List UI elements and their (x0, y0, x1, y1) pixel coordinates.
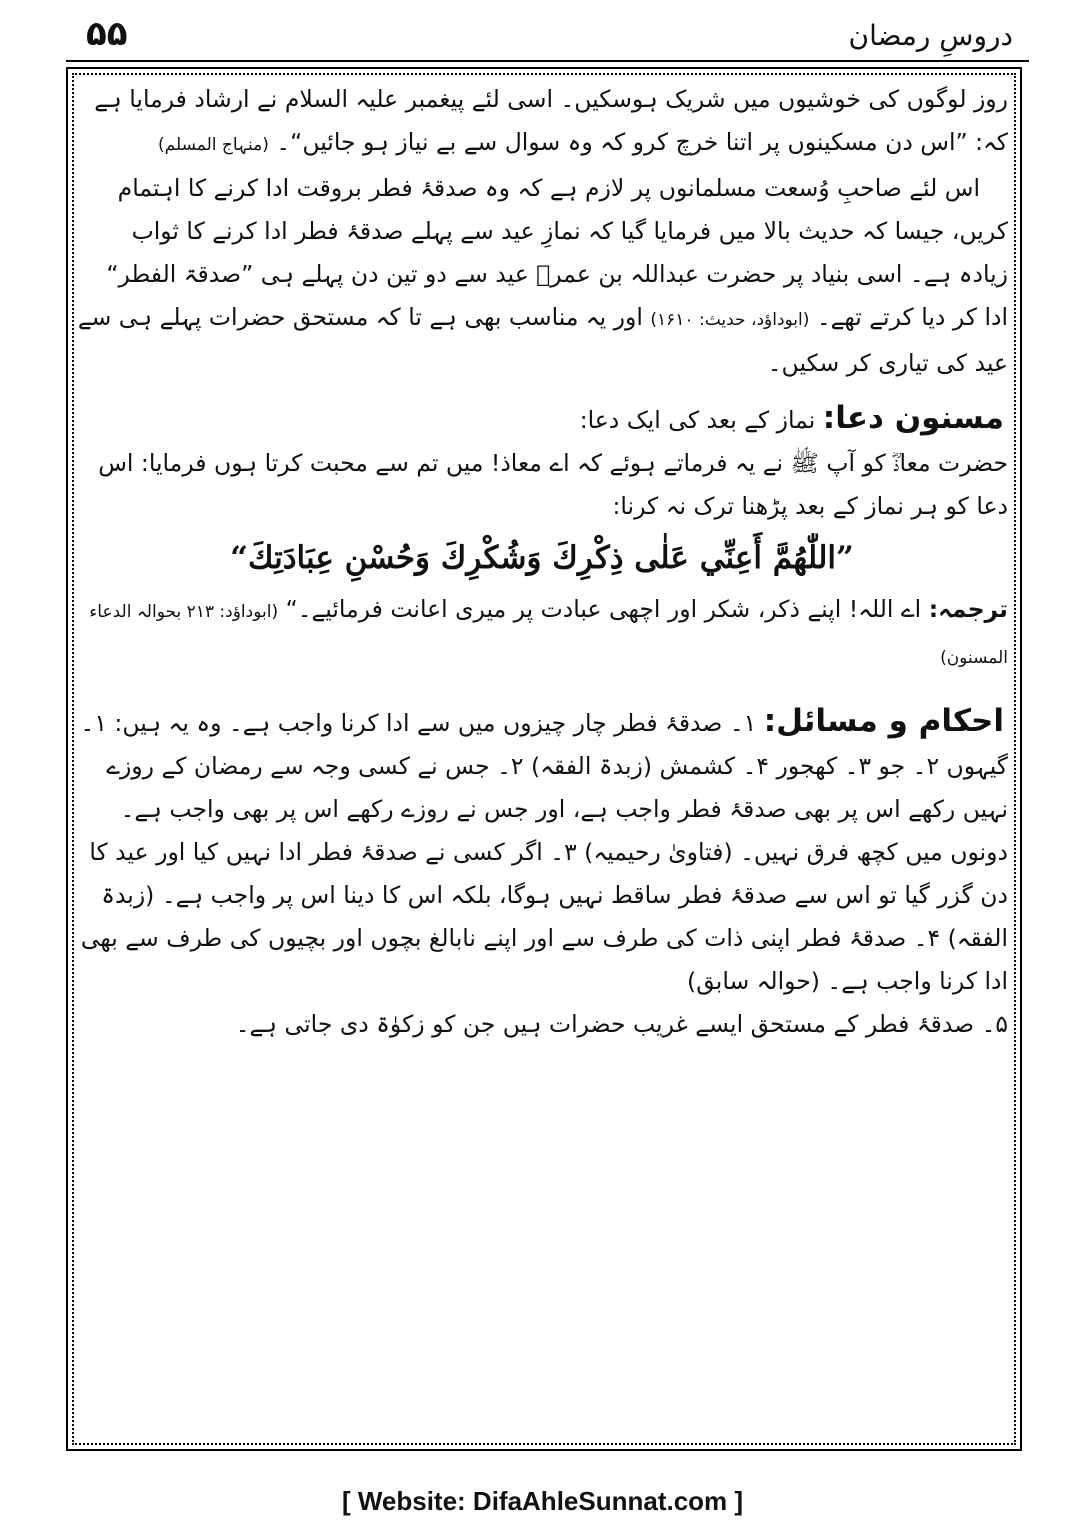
paragraph-text: اور یہ مناسب بھی ہے تا کہ مستحق حضرات پہلے ہی سے عید کی تیاری کر سکیں۔ (77, 303, 1008, 377)
paragraph-dua-intro: حضرت معاذؓ کو آپ ﷺ نے یہ فرماتے ہوئے کہ اے معاذ! میں تم سے محبت کرتا ہوں فرمایا: اس دعا کو ہر نماز کے بعد پڑھنا ترک نہ کرنا: (98, 449, 1008, 520)
citation: (منہاج المسلم) (158, 135, 269, 155)
paragraph-text: ۱۔ صدقۂ فطر چار چیزوں میں سے ادا کرنا واجب ہے۔ وہ یہ ہیں: ۱۔ گیہوں ۲۔ جو ۳۔ کھجور ۴۔ کشمش (زبدۃ الفقہ) ۲۔ جس نے کسی وجہ سے رمضان کے روزے نہیں رکھے اس پر بھی صدقۂ فطر واجب ہے، اور جس نے روزے رکھے اس پر بھی واجب ہے۔ دونوں میں کچھ فرق نہیں۔ (فتاویٰ رحیمیہ) ۳۔ اگر کسی نے صدقۂ فطر ادا نہیں کیا اور عید کا دن گزر گیا تو اس سے صدقۂ فطر ساقط نہیں ہوگا، بلکہ اس کا دینا اس پر واجب ہے۔ (زبدۃ الفقہ) ۴۔ صدقۂ فطر اپنی ذات کی طرف سے اور اپنے نابالغ بچوں اور بچیوں کی طرف سے بھی ادا کرنا واجب ہے۔ (حوالہ سابق) (80, 709, 1008, 995)
translation-text: اے اللہ! اپنے ذکر، شکر اور اچھی عبادت پر میری اعانت فرمائیے۔“ (285, 595, 922, 623)
website-footer: [ Website: DifaAhleSunnat.com ] (341, 1486, 744, 1516)
arabic-supplication: ”اللّٰهُمَّ أَعِنِّي عَلٰى ذِكْرِكَ وَشُكْرِكَ وَحُسْنِ عِبَادَتِكَ“ (230, 540, 854, 576)
paragraph-rulings-tail: ۵۔ صدقۂ فطر کے مستحق ایسے غریب حضرات ہیں جن کو زکوٰۃ دی جاتی ہے۔ (235, 1010, 1008, 1038)
paragraph-text: روز لوگوں کی خوشیوں میں شریک ہوسکیں۔ اسی لئے پیغمبر علیہ السلام نے ارشاد فرمایا ہے کہ: ”اس دن مسکینوں پر اتنا خرچ کرو کہ وہ سوال سے بے نیاز ہو جائیں“۔ (94, 85, 1008, 156)
section-subheading: نماز کے بعد کی ایک دعا: (579, 406, 816, 434)
book-title: دروسِ رمضان (848, 19, 1013, 52)
translation-label: ترجمہ: (928, 595, 1008, 623)
section-rulings (76, 700, 1008, 1003)
section-heading: احکام و مسائل: (763, 703, 1004, 739)
header-divider (66, 60, 1029, 62)
paragraph-eid-charity (76, 78, 1008, 167)
page-content (76, 78, 1008, 1046)
citation: (ابوداؤد: ۲۱۳ بحوالہ الدعاء المسنون) (89, 602, 1008, 668)
paragraph-translation (76, 588, 1008, 680)
page-number: ۵۵ (86, 14, 128, 54)
paragraph-timely-payment (76, 167, 1008, 385)
citation: (ابوداؤد، حدیث: ۱۶۱۰) (650, 310, 810, 330)
section-heading: مسنون دعا: (822, 400, 1004, 436)
section-masnoon-dua (76, 397, 1008, 442)
paragraph-text: اس لئے صاحبِ وُسعت مسلمانوں پر لازم ہے کہ وہ صدقۂ فطر بروقت ادا کرنے کا اہتمام کریں، جیسا کہ حدیث بالا میں فرمایا گیا کہ نمازِ عید سے پہلے صدقۂ فطر ادا کرنے کا ثواب زیادہ ہے۔ اسی بنیاد پر حضرت عبداللہ بن عمرؓ عید سے دو تین دن پہلے ہی ”صدقۃ الفطر“ ادا کر دیا کرتے تھے۔ (106, 174, 1008, 331)
